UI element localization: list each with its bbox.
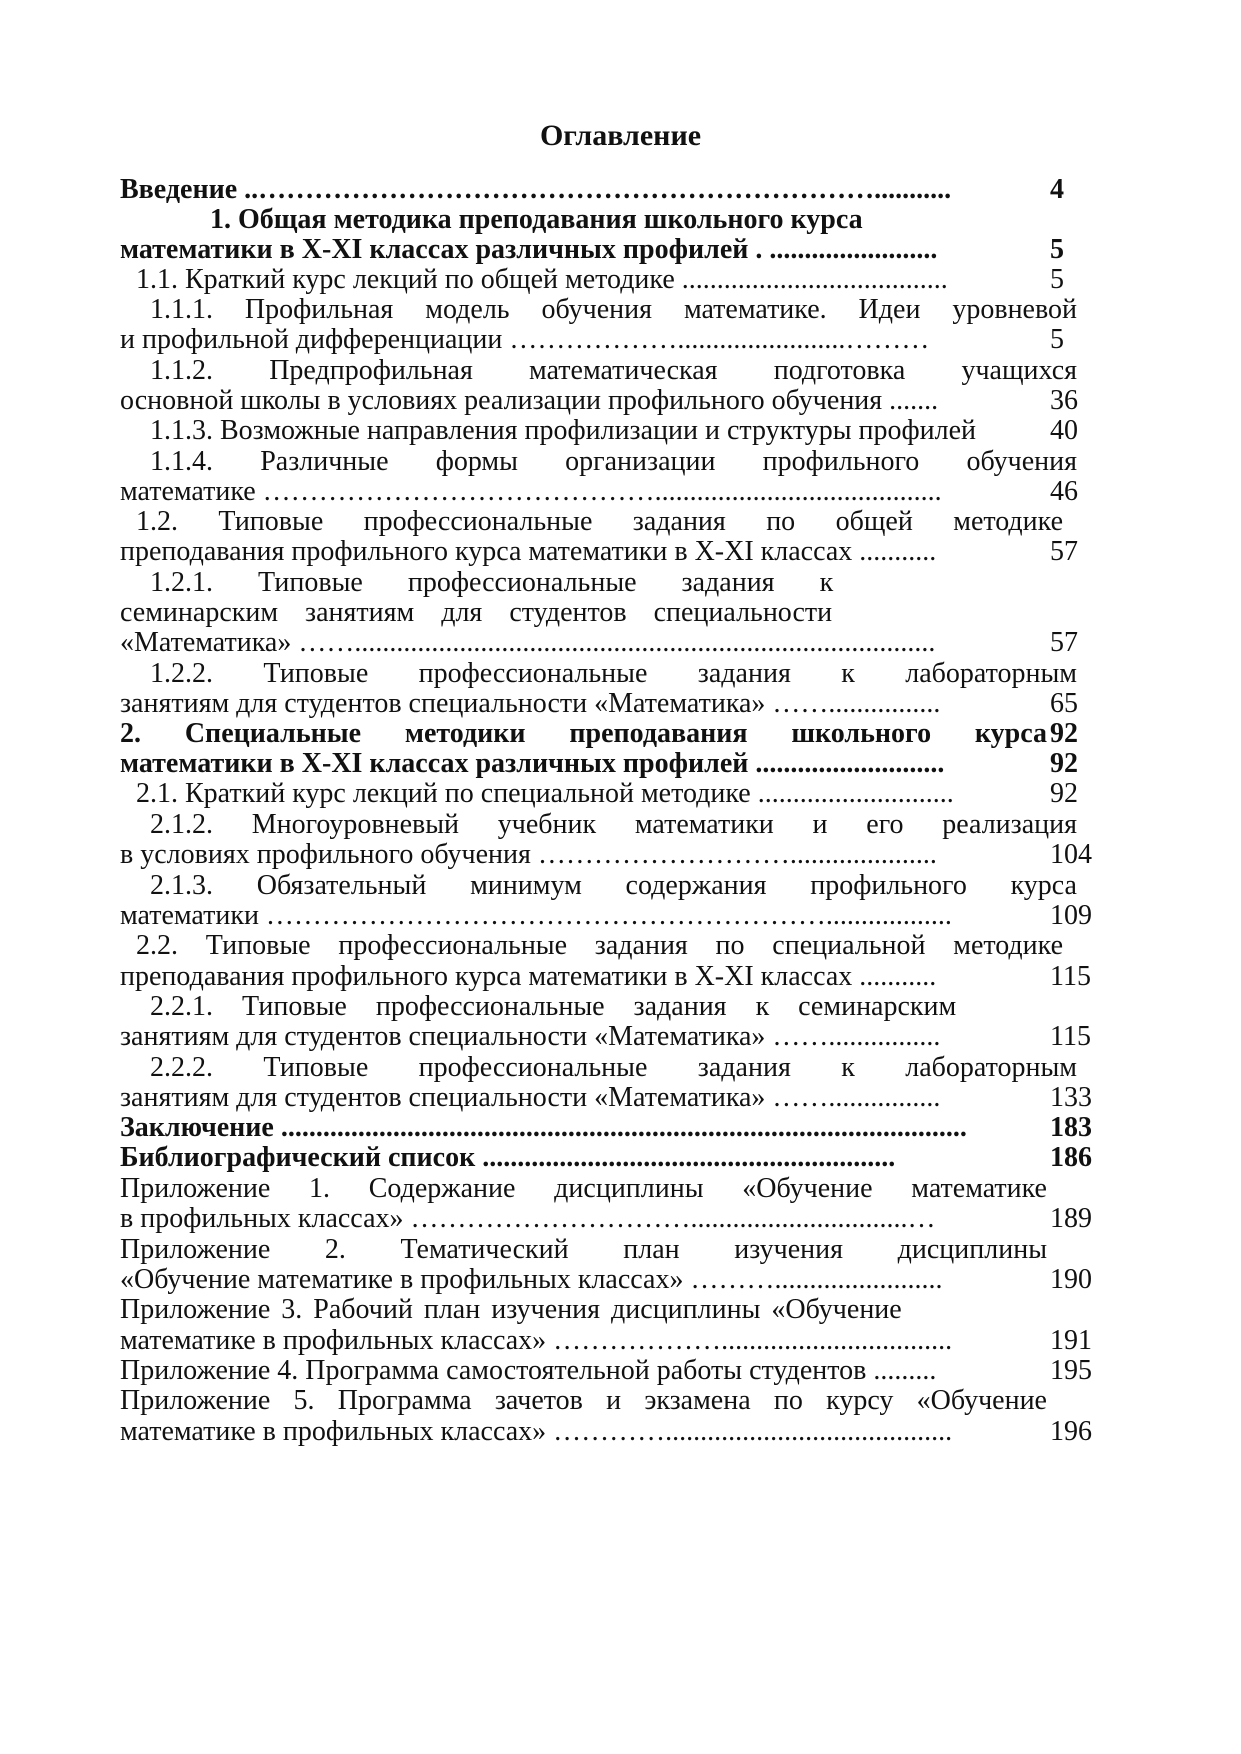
toc-line (120, 1233, 1045, 1267)
toc-page-number: 109 (1050, 900, 1092, 931)
toc-line (120, 233, 1064, 267)
toc-entry-text: математике в профильных классах» ………………................................. (120, 1325, 953, 1356)
toc-line (120, 566, 1045, 600)
toc-entry-text: 1.1.2. Предпрофильная математическая подготовка учащихся (150, 355, 1077, 386)
toc-line (120, 1324, 1092, 1358)
toc-page-number: 57 (1050, 627, 1078, 658)
toc-line (120, 687, 1078, 721)
toc-entry-text: 1.2.1. Типовые профессиональные задания к (150, 567, 834, 598)
toc-page-number: 40 (1050, 415, 1078, 446)
toc-line (120, 808, 1077, 842)
toc-page-number: 186 (1050, 1142, 1092, 1173)
toc-page-number: 92 (1050, 778, 1078, 809)
toc-line (120, 414, 1078, 448)
toc-page-number: 65 (1050, 688, 1078, 719)
toc-entry-text: Введение ..…………………………………………………………........... (120, 174, 952, 205)
toc-line (120, 1293, 1045, 1327)
toc-entry-text: преподавания профильного курса математики в X-XI классах ........... (120, 536, 937, 567)
toc-entry-text: Приложение 2. Тематический план изучения дисциплины (120, 1234, 1047, 1265)
toc-page-number: 92 (1050, 718, 1078, 749)
toc-entry-text: 1.1.4. Различные формы организации профильного обучения (150, 446, 1077, 477)
toc-page-number: 5 (1050, 264, 1064, 295)
toc-line (120, 717, 1078, 751)
toc-entry-text: и профильной дифференциации ………………........................……… (120, 324, 930, 355)
toc-entry-text: преподавания профильного курса математики в X-XI классах ........... (120, 961, 937, 992)
toc-entry-text: 2.1.2. Многоуровневый учебник математики и его реализация (150, 809, 1077, 840)
toc-line (120, 475, 1078, 509)
toc-page-number: 189 (1050, 1203, 1092, 1234)
toc-entry-text: «Математика» ……................................................................................... (120, 627, 936, 658)
toc-line (120, 1020, 1091, 1054)
toc-entry-text: математики в X-XI классах различных профилей ........................... (120, 748, 945, 779)
toc-entry-text: 1.1.3. Возможные направления профилизации и структуры профилей (150, 415, 977, 446)
toc-entry-text: занятиям для студентов специальности «Математика» ……................ (120, 1021, 941, 1052)
toc-line (120, 626, 1078, 660)
toc-line (120, 869, 1077, 903)
toc-line (120, 747, 1078, 781)
toc-entry-text: в условиях профильного обучения ………………………..................... (120, 839, 937, 870)
toc-entry-text: математики в X-XI классах различных профилей . ........................ (120, 234, 938, 265)
toc-entry-text: 2.1.3. Обязательный минимум содержания профильного курса (150, 870, 1077, 901)
toc-entry-text: Заключение .................................................................................................. (120, 1112, 967, 1143)
toc-line (120, 1111, 1092, 1145)
toc-line (120, 960, 1091, 994)
toc-page-number: 46 (1050, 476, 1078, 507)
toc-line (120, 1051, 1077, 1085)
toc-line (120, 1263, 1092, 1297)
toc-page-number: 4 (1050, 174, 1064, 205)
toc-line (120, 1202, 1092, 1236)
toc-page-number: 57 (1050, 536, 1078, 567)
toc-entry-text: 1.2.2. Типовые профессиональные задания к лабораторным (150, 658, 1077, 689)
toc-line (120, 323, 1064, 357)
toc-entry-text: 1. Общая методика преподавания школьного курса (210, 204, 863, 235)
toc-line (120, 990, 1045, 1024)
toc-entry-text: математики …………………………………………………….................. (120, 900, 952, 931)
toc-page-number: 133 (1050, 1082, 1092, 1113)
toc-line (120, 838, 1092, 872)
toc-page-number: 115 (1050, 961, 1091, 992)
page-title: Оглавление (539, 119, 702, 152)
toc-line (120, 1384, 1045, 1418)
toc-page-number: 190 (1050, 1264, 1092, 1295)
toc-line (120, 657, 1077, 691)
toc-entry-text: в профильных классах» …………………………...............................… (120, 1203, 936, 1234)
toc-line (120, 293, 1077, 327)
toc-line (120, 1141, 1092, 1175)
toc-line (120, 384, 1078, 418)
toc-entry-text: «Обучение математике в профильных классах» ………........................ (120, 1264, 943, 1295)
toc-page-number: 104 (1050, 839, 1092, 870)
toc-line (120, 505, 1063, 539)
toc-page-number: 115 (1050, 1021, 1091, 1052)
toc-entry-text: 2. Специальные методики преподавания школьного курса (120, 718, 1047, 749)
toc-line (120, 263, 1064, 297)
toc-entry-text: семинарским занятиям для студентов специальности (120, 597, 833, 628)
toc-page-number: 195 (1050, 1355, 1092, 1386)
toc-entry-text: математике в профильных классах» …………......................................... (120, 1416, 953, 1447)
toc-entry-text: основной школы в условиях реализации профильного обучения ....... (120, 385, 939, 416)
toc-page-number: 36 (1050, 385, 1078, 416)
toc-line (120, 929, 1063, 963)
toc-line (120, 535, 1078, 569)
toc-line (120, 777, 1078, 811)
toc-entry-text: 1.1.1. Профильная модель обучения математике. Идеи уровневой (150, 294, 1077, 325)
toc-line (120, 173, 1064, 207)
toc-line (120, 899, 1092, 933)
toc-entry-text: занятиям для студентов специальности «Математика» ……................ (120, 688, 941, 719)
toc-entry-text: 1.1. Краткий курс лекций по общей методике ...................................... (136, 264, 948, 295)
toc-line (120, 1354, 1092, 1388)
toc-entry-text: 2.2.2. Типовые профессиональные задания к лабораторным (150, 1052, 1077, 1083)
toc-entry-text: 1.2. Типовые профессиональные задания по общей методике (136, 506, 1063, 537)
toc-page-number: 191 (1050, 1325, 1092, 1356)
toc-page-number: 196 (1050, 1416, 1092, 1447)
toc-entry-text: 2.2. Типовые профессиональные задания по специальной методике (136, 930, 1063, 961)
toc-line (120, 203, 1045, 237)
toc-page-number: 92 (1050, 748, 1078, 779)
toc-entry-text: 2.2.1. Типовые профессиональные задания к семинарским (150, 991, 957, 1022)
toc-entry-text: математике ……………………………………......................................... (120, 476, 942, 507)
toc-entry-text: Приложение 1. Содержание дисциплины «Обучение математике (120, 1173, 1047, 1204)
toc-page-number: 183 (1050, 1112, 1092, 1143)
toc-page-number: 5 (1050, 234, 1064, 265)
toc-entry-text: занятиям для студентов специальности «Математика» ……................ (120, 1082, 941, 1113)
toc-line (120, 445, 1077, 479)
toc-entry-text: 2.1. Краткий курс лекций по специальной методике ............................ (136, 778, 954, 809)
toc-entry-text: Приложение 4. Программа самостоятельной работы студентов ......... (120, 1355, 937, 1386)
toc-entry-text: Приложение 5. Программа зачетов и экзамена по курсу «Обучение (120, 1385, 1047, 1416)
toc-line (120, 1172, 1045, 1206)
table-of-contents (0, 173, 1241, 1593)
toc-entry-text: Библиографический список ........................................................... (120, 1142, 896, 1173)
toc-line (120, 354, 1077, 388)
toc-line (120, 1415, 1092, 1449)
toc-page-number: 5 (1050, 324, 1064, 355)
toc-line (120, 596, 1045, 630)
toc-line (120, 1081, 1092, 1115)
toc-entry-text: Приложение 3. Рабочий план изучения дисциплины «Обучение (120, 1294, 902, 1325)
